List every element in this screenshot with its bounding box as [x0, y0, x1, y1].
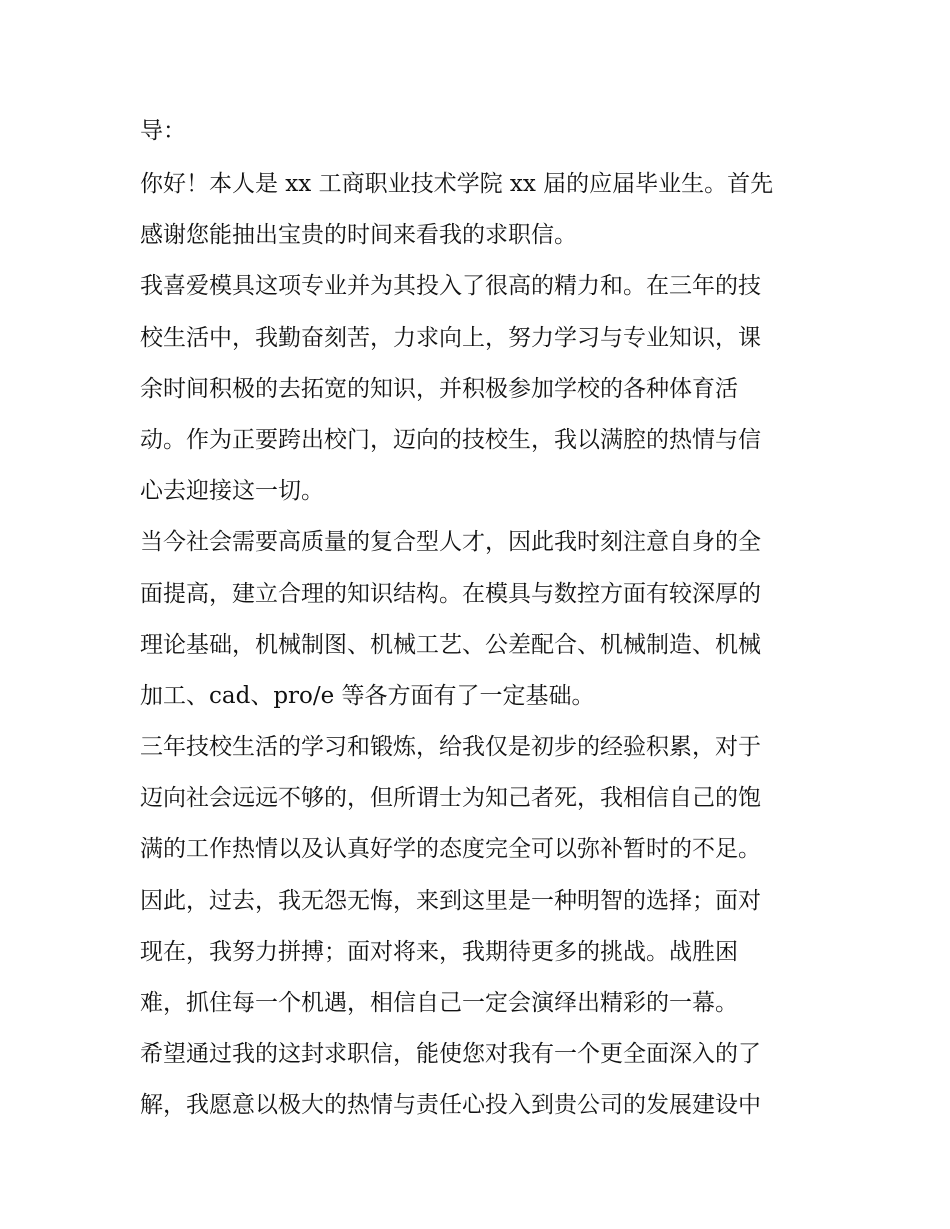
text-line: 三年技校生活的学习和锻炼，给我仅是初步的经验积累，对于	[140, 734, 761, 761]
text-line: 希望通过我的这封求职信，能使您对我有一个更全面深入的了	[140, 1041, 761, 1068]
text-line: 面提高，建立合理的知识结构。在模具与数控方面有较深厚的	[140, 580, 761, 607]
text-line: 导：	[140, 118, 186, 144]
text-line: 动。作为正要跨出校门，迈向的技校生，我以满腔的热情与信	[140, 426, 761, 453]
text-line: 你好！本人是 xx 工商职业技术学院 xx 届的应届毕业生。首先	[140, 171, 774, 197]
text-line: 校生活中，我勤奋刻苦，力求向上，努力学习与专业知识，课	[140, 324, 761, 351]
text-line: 心去迎接这一切。	[140, 478, 324, 505]
text-line: 加工、cad、pro/e 等各方面有了一定基础。	[140, 682, 595, 709]
letter-body	[140, 112, 820, 1138]
text-line: 我喜爱模具这项专业并为其投入了很高的精力和。在三年的技	[140, 273, 761, 300]
text-line: 理论基础，机械制图、机械工艺、公差配合、机械制造、机械	[140, 631, 761, 658]
text-line: 解，我愿意以极大的热情与责任心投入到贵公司的发展建设中	[140, 1092, 761, 1119]
text-line: 因此，过去，我无怨无悔，来到这里是一种明智的选择；面对	[140, 887, 761, 914]
text-line: 感谢您能抽出宝贵的时间来看我的求职信。	[140, 222, 577, 249]
text-line: 迈向社会远远不够的，但所谓士为知己者死，我相信自己的饱	[140, 785, 761, 812]
text-line: 满的工作热情以及认真好学的态度完全可以弥补暂时的不足。	[140, 836, 761, 863]
text-line: 现在，我努力拼搏；面对将来，我期待更多的挑战。战胜困	[140, 938, 738, 965]
text-line: 余时间积极的去拓宽的知识，并积极参加学校的各种体育活	[140, 375, 738, 402]
text-line: 难，抓住每一个机遇，相信自己一定会演绎出精彩的一幕。	[140, 990, 738, 1016]
text-line: 当今社会需要高质量的复合型人才，因此我时刻注意自身的全	[140, 529, 761, 556]
